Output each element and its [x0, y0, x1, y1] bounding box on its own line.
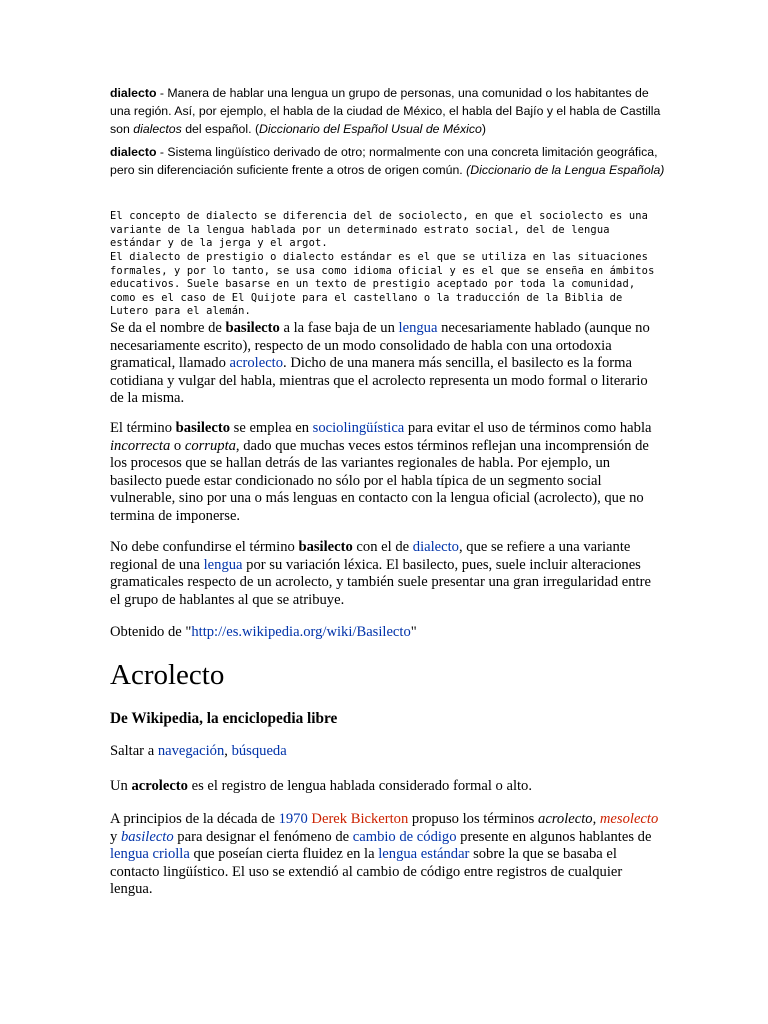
link-lengua-2[interactable]: lengua [203, 556, 243, 573]
link-1970[interactable]: 1970 [278, 811, 308, 827]
link-sociolinguistica[interactable]: sociolingüística [312, 420, 405, 436]
source-url-link[interactable]: http://es.wikipedia.org/wiki/Basilecto [191, 624, 411, 640]
page-title: Acrolecto [110, 659, 225, 691]
link-lengua-criolla[interactable]: lengua criolla [110, 846, 190, 862]
acrolecto-history-paragraph: A principios de la década de 1970 Derek Bickerton propuso los términos acrolecto, mesolecto y basilecto para designar el fenómeno de cambio de código presente en algunos hablantes de lengua criolla que poseían cierta fluidez en la lengua estándar sobre la que se basaba el contacto lingüístico. El uso se extendió al cambio de código entre registros de cualquier lengua. [110, 811, 659, 897]
basilecto-paragraph-2: El término basilecto se emplea en sociolingüística para evitar el uso de términos como habla incorrecta o corrupta, dado que muchas veces estos términos reflejan una incomprensión de los procesos que se hallan detrás de las variantes regionales de habla. Por ejemplo, un basilecto puede estar condicionado no sólo por el habla típica de un segmento social vulnerable, sino por una o más lenguas en contacto con la lengua oficial (acrolecto), que no termina de imponerse. [110, 420, 652, 524]
definition-1: dialecto - Manera de hablar una lengua un grupo de personas, una comunidad o los habitantes de una región. Así, por ejemplo, el habla de la ciudad de México, el habla del Bajío y el habla de Castilla son dialectos del español. (Diccionario del Español Usual de México) [110, 86, 661, 136]
definition-2: dialecto - Sistema lingüístico derivado de otro; normalmente con una concreta limitación geográfica, pero sin diferenciación suficiente frente a otros de origen común. (Diccionario de la Lengua Española) [110, 145, 665, 177]
link-cambio-de-codigo[interactable]: cambio de código [352, 828, 457, 845]
link-busqueda[interactable]: búsqueda [231, 743, 287, 759]
sociolecto-paragraph: El concepto de dialecto se diferencia del de sociolecto, en que el sociolecto es una variante de la lengua hablada por un determinado estrato social, del de lengua estándar y de la jerga y el argot. [110, 210, 649, 249]
link-lengua-estandar[interactable]: lengua estándar [378, 846, 470, 862]
prestige-dialect-paragraph: El dialecto de prestigio o dialecto estándar es el que se utiliza en las situaciones formales, y por lo tanto, se usa como idioma oficial y es el que se enseña en ámbitos educativos. Suele basarse en un texto de prestigio aceptado por toda la comunidad, como es el caso de El Quijote para el castellano o la traducción de la Biblia de Lutero para el alemán. [110, 251, 655, 317]
page-subtitle: De Wikipedia, la enciclopedia libre [110, 710, 338, 727]
jump-to-line: Saltar a navegación, búsqueda [110, 743, 287, 759]
link-mesolecto[interactable]: mesolecto [599, 811, 659, 827]
definition-term: dialecto [110, 145, 157, 159]
obtenido-line: Obtenido de "http://es.wikipedia.org/wiki/Basilecto" [110, 624, 417, 640]
link-navegacion[interactable]: navegación [157, 743, 225, 759]
definition-term: dialecto [110, 86, 157, 100]
link-basilecto[interactable]: basilecto [120, 828, 174, 845]
acrolecto-definition: Un acrolecto es el registro de lengua hablada considerado formal o alto. [110, 778, 532, 794]
basilecto-paragraph-3: No debe confundirse el término basilecto con el de dialecto, que se refiere a una variante regional de una lengua por su variación léxica. El basilecto, pues, suele incluir alteraciones gramaticales respecto de un acrolecto, y también suele presentar una gran irregularidad entre el grupo de hablantes al que se atribuye. [110, 539, 651, 608]
link-dialecto[interactable]: dialecto [412, 539, 459, 555]
basilecto-paragraph-1: Se da el nombre de basilecto a la fase baja de un lengua necesariamente hablado (aunque no necesariamente escrito), respecto de un modo consolidado de habla con una ortodoxia gramatical, llamado acrolecto. Dicho de una manera más sencilla, el basilecto es la forma cotidiana y vulgar del habla, mientras que el acrolecto representa un modo formal o literario de la misma. [110, 320, 650, 406]
link-acrolecto[interactable]: acrolecto [229, 355, 284, 371]
definition-source: (Diccionario de la Lengua Española) [466, 163, 665, 177]
link-derek-bickerton[interactable]: Derek Bickerton [311, 811, 409, 827]
definition-source: Diccionario del Español Usual de México [259, 122, 482, 136]
link-lengua[interactable]: lengua [398, 320, 438, 336]
